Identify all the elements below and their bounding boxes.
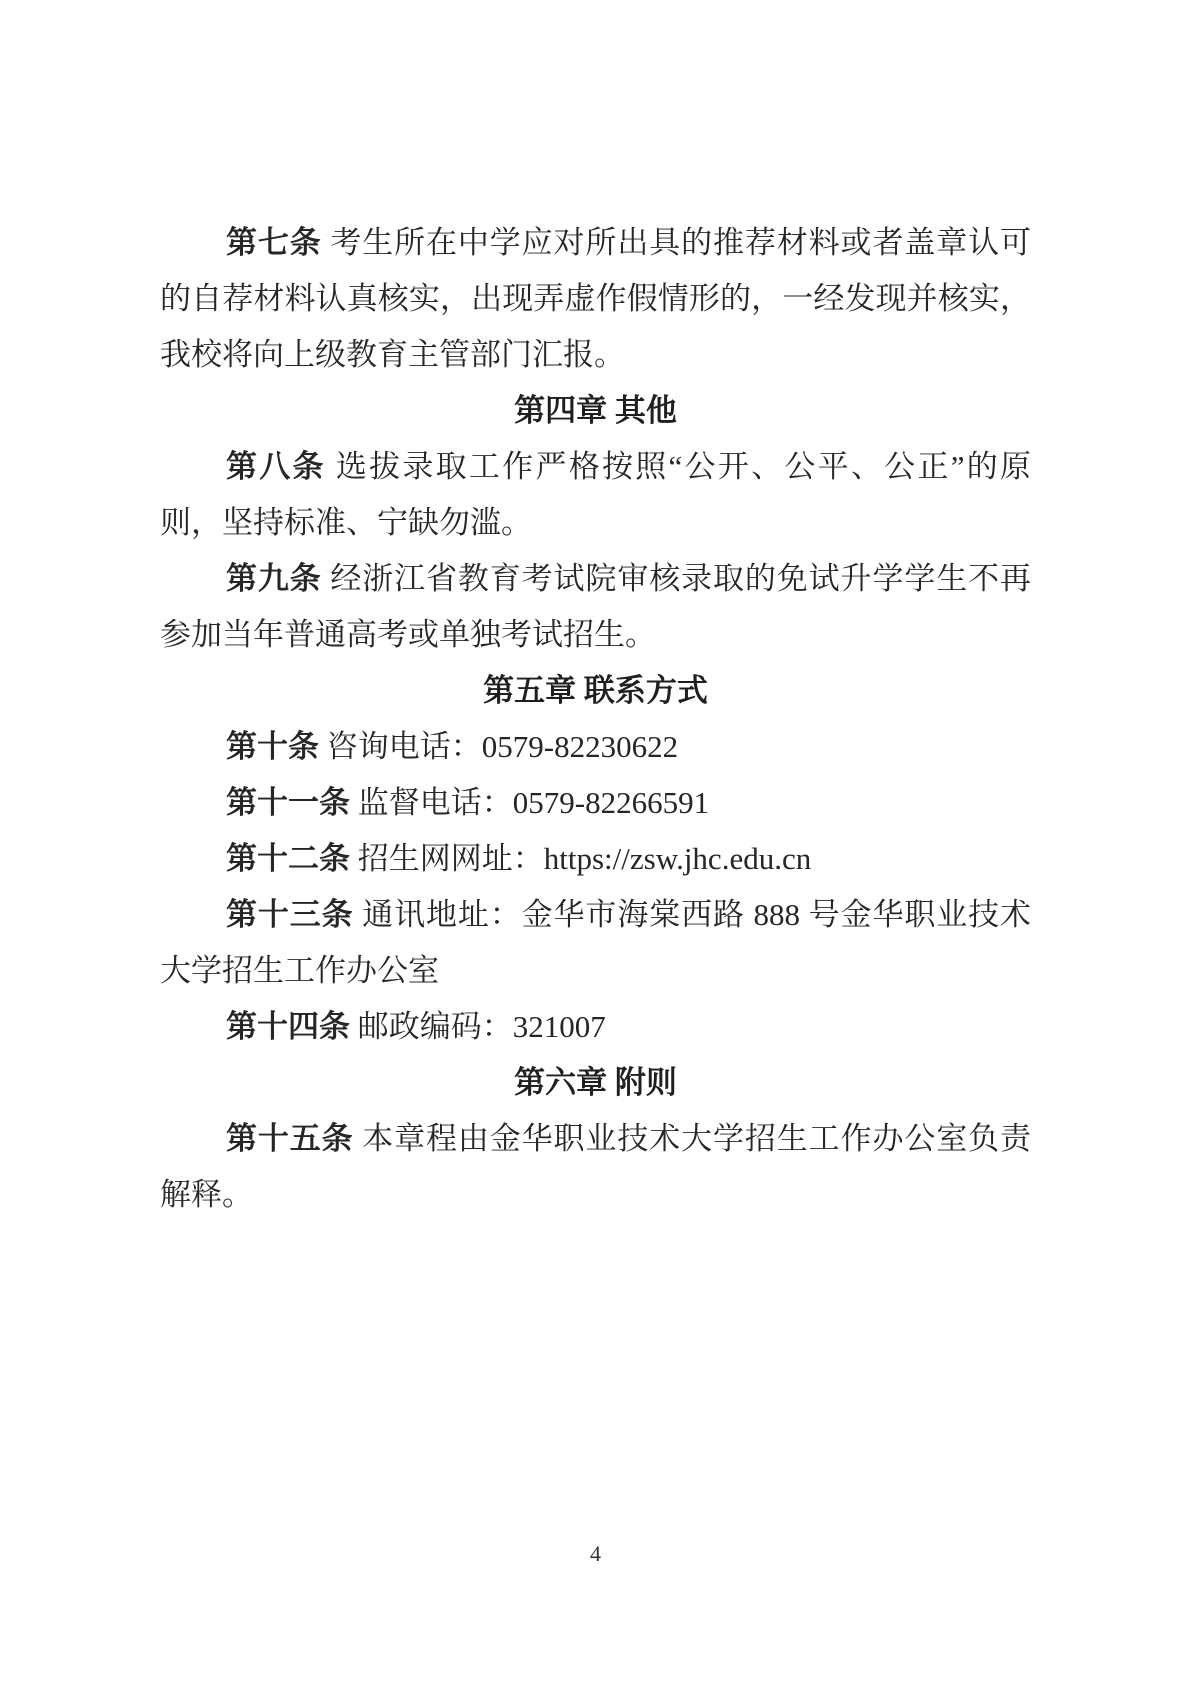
chapter-5-heading: 第五章 联系方式 (483, 673, 708, 708)
article-13-label: 第十三条 (226, 897, 354, 932)
chapter-6-heading: 第六章 附则 (514, 1065, 677, 1100)
article-8-text: 选拔录取工作严格按照“公开、公平、公正”的原则，坚持标准、宁缺勿滥。 (160, 449, 1032, 540)
article-15-label: 第十五条 (226, 1121, 354, 1156)
article-14-paragraph (160, 999, 1031, 1055)
article-7-label: 第七条 (226, 225, 322, 260)
article-7-paragraph (160, 215, 1031, 383)
article-11-text: 监督电话：0579-82266591 (357, 785, 710, 820)
article-12-paragraph (160, 831, 1031, 887)
article-10-label: 第十条 (226, 729, 319, 764)
article-7-text: 考生所在中学应对所出具的推荐材料或者盖章认可的自荐材料认真核实，出现弄虚作假情形的，一经发现并核实，我校将向上级教育主管部门汇报。 (160, 225, 1032, 372)
chapter-4-heading: 第四章 其他 (514, 393, 677, 428)
article-14-label: 第十四条 (226, 1009, 350, 1044)
article-12-text: 招生网网址：https://zsw.jhc.edu.cn (357, 841, 812, 876)
article-8-label: 第八条 (226, 449, 326, 484)
article-8-paragraph (160, 439, 1031, 551)
article-11-paragraph (160, 775, 1031, 831)
article-10-text: 咨询电话：0579-82230622 (326, 729, 679, 764)
article-15-paragraph (160, 1111, 1031, 1223)
article-12-label: 第十二条 (226, 841, 350, 876)
article-10-paragraph (160, 719, 1031, 775)
page-number: 4 (590, 1541, 601, 1566)
article-9-paragraph (160, 551, 1031, 663)
article-9-text: 经浙江省教育考试院审核录取的免试升学学生不再参加当年普通高考或单独考试招生。 (160, 561, 1032, 652)
article-13-text: 通讯地址：金华市海棠西路 888 号金华职业技术大学招生工作办公室 (160, 897, 1032, 988)
article-9-label: 第九条 (226, 561, 322, 596)
document-body (160, 215, 1031, 1223)
article-15-text: 本章程由金华职业技术大学招生工作办公室负责解释。 (160, 1121, 1032, 1212)
article-14-text: 邮政编码：321007 (357, 1009, 606, 1044)
article-11-label: 第十一条 (226, 785, 350, 820)
article-13-paragraph (160, 887, 1031, 999)
